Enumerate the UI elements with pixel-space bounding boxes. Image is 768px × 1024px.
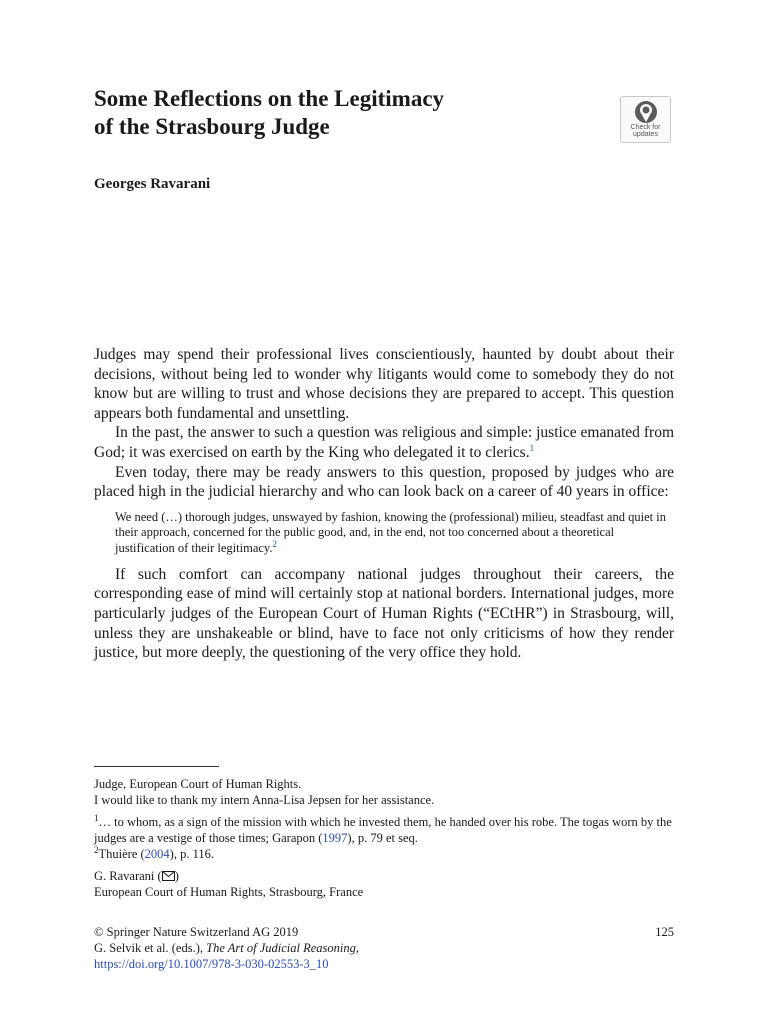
copyright-line xyxy=(94,924,674,940)
footnote-2-text-b: ), p. 116. xyxy=(169,847,214,861)
contact-close: ) xyxy=(174,869,179,883)
footnote-1-text-b: ), p. 79 et seq. xyxy=(347,831,418,845)
footnotes xyxy=(94,776,674,900)
chapter-title xyxy=(94,85,564,141)
paragraph-2 xyxy=(94,423,674,462)
book-suffix: , xyxy=(355,941,360,955)
footnote-2 xyxy=(94,846,674,862)
citation-link-garapon[interactable]: 1997 xyxy=(322,831,348,845)
footnote-1-mark: 1 xyxy=(94,812,99,823)
footnote-ref-1[interactable]: 1 xyxy=(529,442,535,453)
contact-name: G. Ravarani ( xyxy=(94,869,162,883)
paper-page xyxy=(94,0,674,1024)
paragraph-4: If such comfort can accompany national judges throughout their careers, the corresponding ease of mind will certainly stop at national borders. International judges, more particularly judges of the European Court of Human Rights (“ECtHR”) in Strasbourg, will, unless they are unshakeable or blind, have to face not only criticisms of how they render justice, but more deeply, the questioning of the very office they hold. xyxy=(94,565,674,662)
page-footer xyxy=(94,924,674,972)
doi-link[interactable]: https://doi.org/10.1007/978-3-030-02553-3_10 xyxy=(94,957,329,971)
copyright-text: © Springer Nature Switzerland AG 2019 xyxy=(94,925,299,939)
badge-label-line-2: updates xyxy=(633,131,658,138)
paragraph-1: Judges may spend their professional lives conscientiously, haunted by doubt about their decisions, without being led to wonder why litigants would come to somebody they do not know but are willing to trust and whose decisions they are prepared to accept. This question appears both fundamental and unsettling. xyxy=(94,346,674,422)
check-for-updates-badge[interactable] xyxy=(620,96,671,143)
paragraph-2-text: In the past, the answer to such a question was religious and simple: justice emanated from God; it was exercised on earth by the King who delegated it to clerics. xyxy=(94,424,674,461)
footnote-1 xyxy=(94,814,674,846)
book-citation xyxy=(94,940,674,956)
chapter-title-line-2: of the Strasbourg Judge xyxy=(94,114,330,139)
chapter-title-line-1: Some Reflections on the Legitimacy xyxy=(94,86,445,111)
page-number: 125 xyxy=(655,925,674,939)
envelope-icon[interactable] xyxy=(162,871,175,881)
doi-line xyxy=(94,956,674,972)
contact-affiliation: European Court of Human Rights, Strasbourg, France xyxy=(94,885,364,899)
block-quote-text: We need (…) thorough judges, unswayed by fashion, knowing the (professional) milieu, steadfast and quiet in their approach, concerned for the public good, and, in the end, not too concerned about a theoretical justification of their legitimacy. xyxy=(115,509,666,556)
footnote-ref-2[interactable]: 2 xyxy=(272,539,277,549)
author-name: Georges Ravarani xyxy=(94,176,211,192)
acknowledgement-note: I would like to thank my intern Anna-Lisa Jepsen for her assistance. xyxy=(94,793,435,807)
footnote-divider xyxy=(94,766,219,767)
footnote-2-text-a: Thuière ( xyxy=(98,847,145,861)
crossmark-icon xyxy=(634,100,658,124)
author-affiliation-note: Judge, European Court of Human Rights. xyxy=(94,777,302,791)
footnote-2-mark: 2 xyxy=(94,844,99,855)
footnote-1-text-a: … to whom, as a sign of the mission with which he invested them, he handed over his robe. The togas worn by the judges are a vestige of those times; Garapon ( xyxy=(94,815,672,845)
paragraph-3: Even today, there may be ready answers to this question, proposed by judges who are placed high in the judicial hierarchy and who can look back on a career of 40 years in office: xyxy=(94,463,674,501)
citation-link-thuiere[interactable]: 2004 xyxy=(144,847,170,861)
book-editors: G. Selvik et al. (eds.), xyxy=(94,941,207,955)
body-text xyxy=(94,345,674,663)
contact-author xyxy=(94,868,674,884)
block-quote xyxy=(115,510,674,557)
badge-label-line-1: Check for xyxy=(630,124,661,131)
book-title: The Art of Judicial Reasoning xyxy=(206,941,356,955)
